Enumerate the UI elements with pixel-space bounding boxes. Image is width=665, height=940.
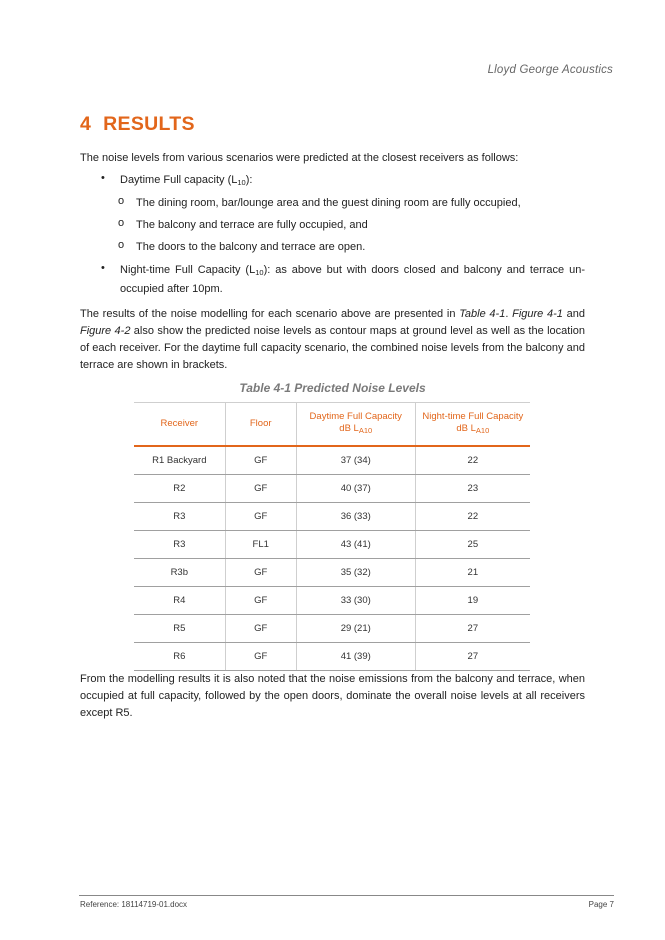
table-row	[134, 531, 530, 559]
table-row	[134, 587, 530, 615]
text-run: also show the predicted noise levels as contour maps at ground level as well as the location of each receiver. For the daytime full capacity scenario, the combined noise levels from the balcony and terrace are shown in brackets.	[80, 325, 585, 371]
cell-receiver: R3	[134, 531, 225, 559]
text-run: .	[505, 308, 513, 320]
circle-bullet-icon: o	[118, 239, 125, 251]
header-daytime-line1: Daytime Full Capacity	[309, 411, 402, 422]
table-row	[134, 559, 530, 587]
cell-daytime: 43 (41)	[296, 531, 415, 559]
section-number: 4	[80, 113, 92, 135]
cell-floor: GF	[225, 587, 296, 615]
cell-night: 23	[415, 475, 530, 503]
header-floor: Floor	[225, 403, 296, 447]
figure-reference: Figure 4-2	[80, 325, 131, 337]
cell-night: 19	[415, 587, 530, 615]
cell-floor: GF	[225, 643, 296, 671]
daytime-suffix: ):	[245, 174, 253, 186]
header-night-sub: A10	[475, 426, 490, 435]
header-daytime-sub: A10	[358, 426, 373, 435]
cell-receiver: R2	[134, 475, 225, 503]
cell-floor: GF	[225, 446, 296, 475]
header-night	[415, 403, 530, 447]
cell-floor: GF	[225, 475, 296, 503]
sub-item: The dining room, bar/lounge area and the guest dining room are fully occupied,	[136, 197, 521, 209]
section-heading	[80, 113, 195, 136]
company-name: Lloyd George Acoustics	[487, 64, 613, 76]
cell-receiver: R5	[134, 615, 225, 643]
cell-daytime: 33 (30)	[296, 587, 415, 615]
header-daytime	[296, 403, 415, 447]
noise-levels-table	[134, 402, 530, 671]
bullet-daytime	[120, 172, 585, 191]
cell-receiver: R3b	[134, 559, 225, 587]
header-receiver: Receiver	[134, 403, 225, 447]
closing-paragraph: From the modelling results it is also noted that the noise emissions from the balcony and terrace, when occupied at full capacity, followed by the open doors, dominate the overall noise levels at all receivers except R5.	[80, 673, 585, 719]
header-night-line1: Night-time Full Capacity	[422, 411, 524, 422]
daytime-sub: 10	[237, 178, 246, 187]
cell-receiver: R3	[134, 503, 225, 531]
daytime-label: Daytime Full capacity (L	[120, 174, 238, 186]
results-paragraph	[80, 306, 585, 374]
intro-paragraph: The noise levels from various scenarios were predicted at the closest receivers as follows:	[80, 152, 519, 164]
header-night-unit: dB L	[456, 423, 476, 434]
circle-bullet-icon: o	[118, 195, 125, 207]
cell-night: 27	[415, 643, 530, 671]
table-row	[134, 446, 530, 475]
cell-daytime: 35 (32)	[296, 559, 415, 587]
cell-floor: GF	[225, 615, 296, 643]
figure-reference: Figure 4-1	[512, 308, 563, 320]
table-row	[134, 615, 530, 643]
section-title-text: RESULTS	[103, 113, 195, 135]
bullet-night	[120, 262, 585, 298]
cell-floor: GF	[225, 503, 296, 531]
cell-night: 25	[415, 531, 530, 559]
cell-daytime: 40 (37)	[296, 475, 415, 503]
table-row	[134, 503, 530, 531]
text-run: The results of the noise modelling for each scenario above are presented in	[80, 308, 460, 320]
cell-daytime: 29 (21)	[296, 615, 415, 643]
table-caption: Table 4-1 Predicted Noise Levels	[239, 381, 426, 395]
footer-reference: Reference: 18114719-01.docx	[80, 900, 188, 909]
table-row	[134, 475, 530, 503]
cell-receiver: R1 Backyard	[134, 446, 225, 475]
sub-item: The doors to the balcony and terrace are open.	[136, 241, 366, 253]
circle-bullet-icon: o	[118, 217, 125, 229]
footer-divider	[79, 895, 614, 896]
night-sub: 10	[255, 268, 264, 277]
table-header-row	[134, 403, 530, 447]
cell-night: 22	[415, 446, 530, 475]
cell-receiver: R6	[134, 643, 225, 671]
cell-floor: FL1	[225, 531, 296, 559]
cell-daytime: 41 (39)	[296, 643, 415, 671]
night-label: Night-time Full Capacity (L	[120, 264, 256, 276]
page-number: Page 7	[588, 900, 614, 909]
sub-item: The balcony and terrace are fully occupied, and	[136, 219, 368, 231]
cell-night: 21	[415, 559, 530, 587]
cell-daytime: 36 (33)	[296, 503, 415, 531]
cell-night: 22	[415, 503, 530, 531]
header-daytime-unit: dB L	[339, 423, 359, 434]
table-row	[134, 643, 530, 671]
cell-receiver: R4	[134, 587, 225, 615]
cell-night: 27	[415, 615, 530, 643]
night-suffix: ): as above but with doors closed and balcony and terrace un-occupied after 10pm.	[120, 264, 585, 295]
bullet-icon: •	[101, 262, 105, 274]
bullet-icon: •	[101, 172, 105, 184]
text-run: and	[562, 308, 585, 320]
table-reference: Table 4-1	[459, 308, 506, 320]
cell-floor: GF	[225, 559, 296, 587]
cell-daytime: 37 (34)	[296, 446, 415, 475]
